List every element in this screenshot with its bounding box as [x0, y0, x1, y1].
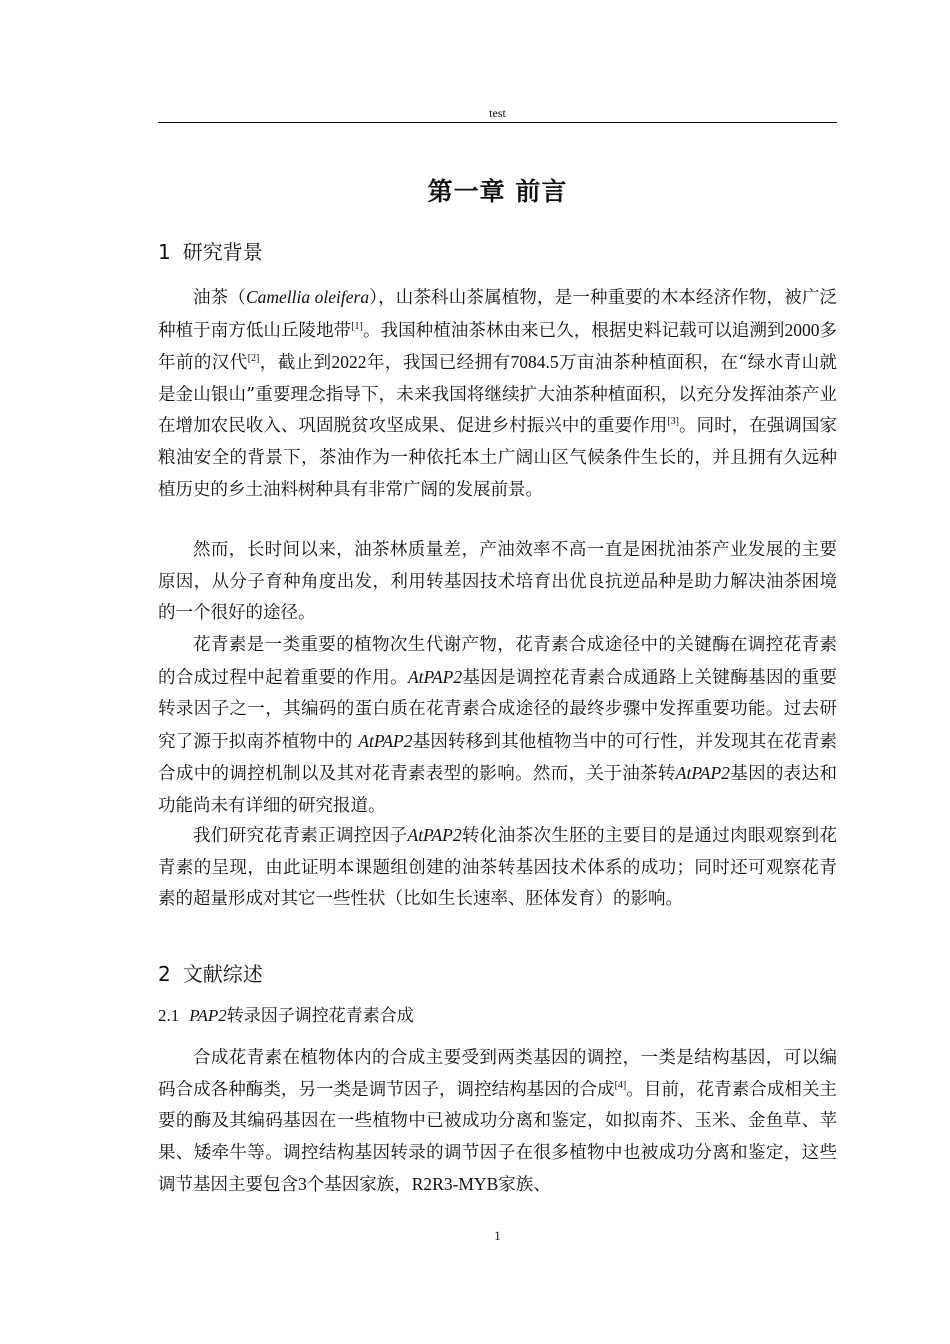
- section-number: 2: [158, 962, 171, 986]
- paragraph-background-4: 我们研究花青素正调控因子AtPAP2转化油茶次生胚的主要目的是通过肉眼观察到花青素的呈现，由此证明本课题组创建的油茶转基因技术体系的成功；同时还可观察花青素的超量形成对其它一些性状（比如生长速率、胚体发育）的影响。: [158, 825, 837, 910]
- subsection-heading-2-1: [158, 1003, 837, 1029]
- gene-name: AtPAP2: [358, 730, 413, 751]
- gene-name: AtPAP2: [407, 666, 463, 687]
- latin-name: Camellia oleifera: [245, 287, 370, 307]
- running-header: test: [489, 106, 506, 120]
- paragraph-background-2: 然而，长时间以来，油茶林质量差，产油效率不高一直是困扰油茶产业发展的主要原因，从分子育种角度出发，利用转基因技术培育出优良抗逆品种是助力解决油茶困境的一个很好的途径。: [158, 540, 837, 624]
- section-title: 文献综述: [182, 962, 263, 986]
- subsection-title: 转录因子调控花青素合成: [226, 1006, 414, 1026]
- citation-ref[interactable]: [1]: [351, 320, 363, 332]
- paragraph-review-1: 合成花青素在植物体内的合成主要受到两类基因的调控，一类是结构基因，可以编码合成各种酶类，另一类是调节因子，调控结构基因的合成[4]。目前，花青素合成相关主要的酶及其编码基因在一些植物中已被成功分离和鉴定，如拟南芥、玉米、金鱼草、苹果、矮牵牛等。调控结构基因转录的调节因子在很多植物中也被成功分离和鉴定，这些调节基因主要包含3个基因家族，R2R3-MYB家族、: [158, 1048, 837, 1196]
- subsection-number: 2.1: [158, 1006, 180, 1025]
- header-rule: [158, 122, 837, 123]
- section-title: 研究背景: [182, 240, 263, 264]
- citation-ref[interactable]: [2]: [247, 353, 260, 365]
- section-number: 1: [158, 240, 171, 264]
- gene-name: AtPAP2: [675, 763, 730, 784]
- chapter-title: 第一章 前言: [427, 177, 568, 206]
- paragraph-background-3: 花青素是一类重要的植物次生代谢产物，花青素合成途径中的关键酶在调控花青素的合成过程中起着重要的作用。AtPAP2基因是调控花青素合成通路上关键酶基因的重要转录因子之一，其编码的蛋白质在花青素合成途径的最终步骤中发挥重要功能。过去研究了源于拟南芥植物中的 AtPAP2基因转移到其他植物当中的可行性，并发现其在花青素合成中的调控机制以及其对花青素表型的影响。然而，关于油茶转AtPAP2基因的表达和功能尚未有详细的研究报道。: [158, 635, 838, 816]
- citation-ref[interactable]: [4]: [614, 1079, 627, 1091]
- page-number: 1: [494, 1228, 501, 1243]
- citation-ref[interactable]: [3]: [667, 416, 679, 428]
- section-heading-2: [158, 960, 837, 988]
- paragraph-background-1: 油茶（Camellia oleifera），山茶科山茶属植物，是一种重要的木本经济作物，被广泛种植于南方低山丘陵地带[1]。我国种植油茶林由来已久，根据史料记载可以追溯到2000多年前的汉代[2]，截止到2022年，我国已经拥有7084.5万亩油茶种植面积，在“绿水青山就是金山银山”重要理念指导下，未来我国将继续扩大油茶种植面积，以充分发挥油茶产业在增加农民收入、巩固脱贫攻坚成果、促进乡村振兴中的重要作用[3]。同时，在强调国家粮油安全的背景下，茶油作为一种依托本土广阔山区气候条件生长的，并且拥有久远种植历史的乡土油料树种具有非常广阔的发展前景。: [158, 287, 838, 500]
- section-heading-1: [158, 238, 837, 266]
- gene-name: PAP2: [189, 1006, 227, 1025]
- gene-name: AtPAP2: [407, 825, 462, 845]
